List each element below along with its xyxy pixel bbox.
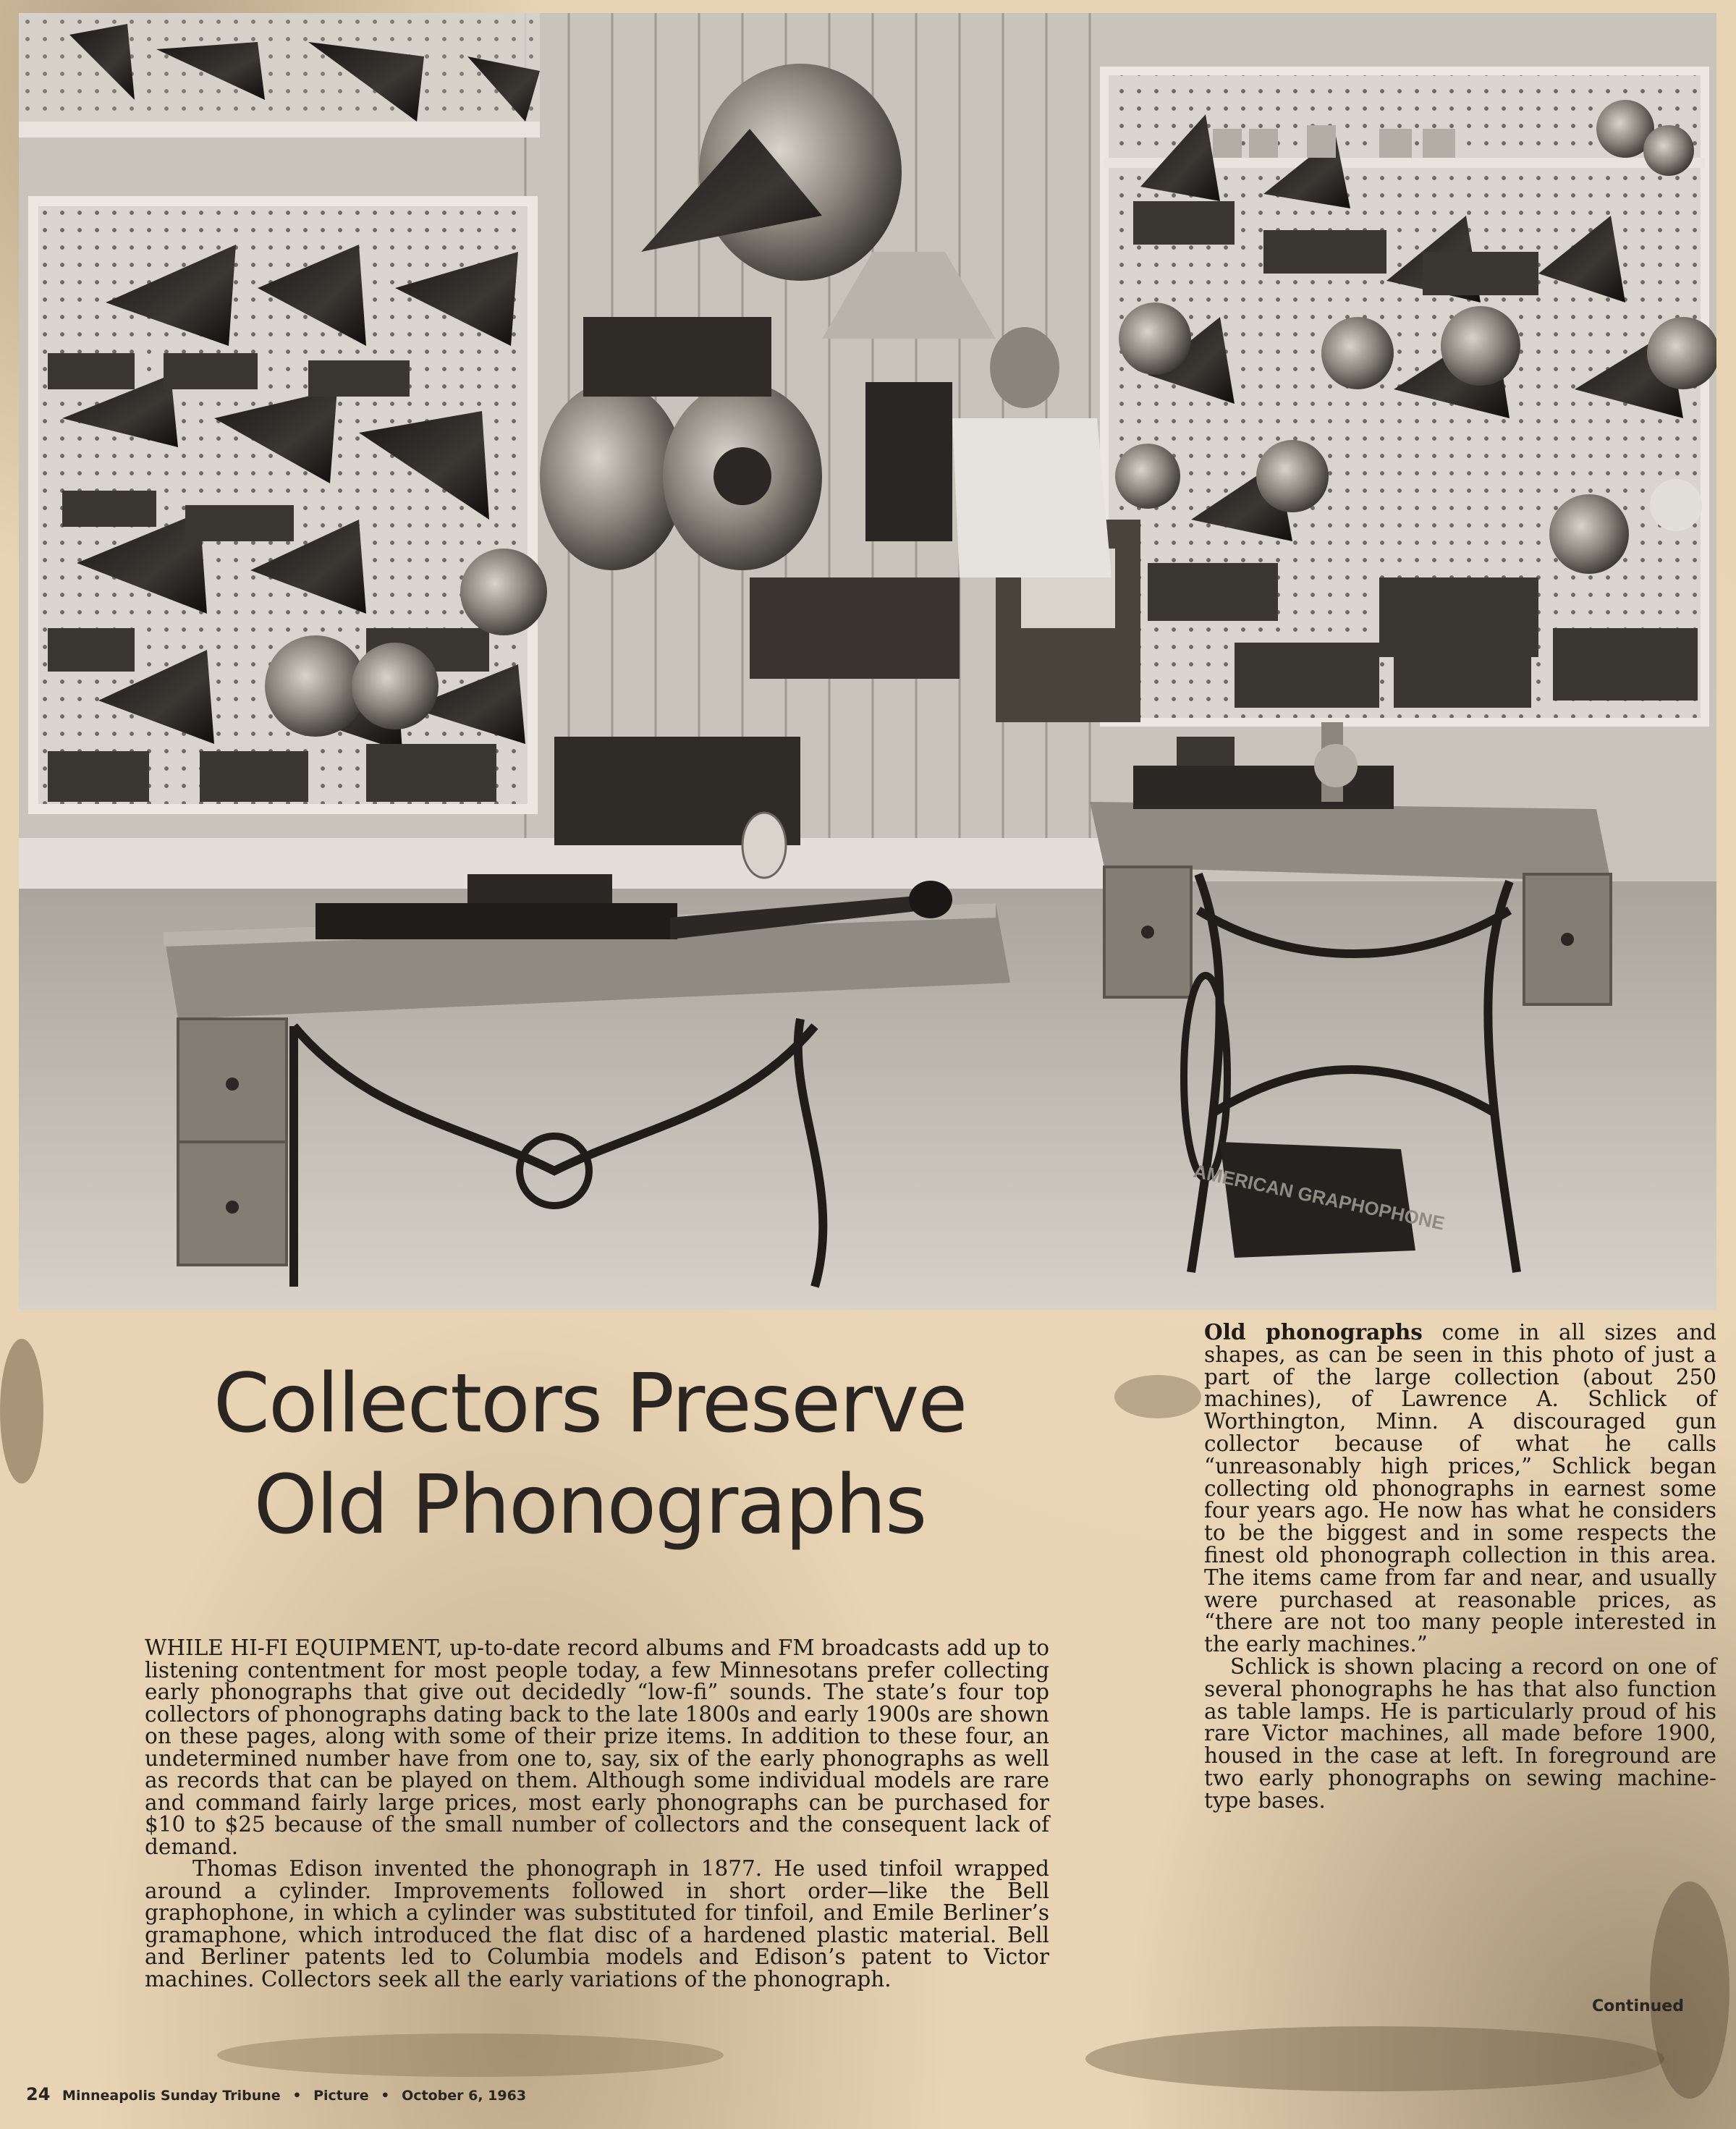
article-headline <box>181 1353 999 1556</box>
page-footer <box>26 2084 526 2104</box>
treadle-plate-text: AMERICAN GRAPHOPHONE <box>1191 1159 1447 1235</box>
bullet-separator: • <box>381 2088 390 2104</box>
section-name: Picture <box>313 2088 369 2104</box>
bullet-separator: • <box>292 2088 302 2104</box>
paper-stain <box>1085 2026 1664 2091</box>
history-paragraph: Thomas Edison invented the phonograph in 1877. He used tinfoil wrapped around a cylinder. Improvements followed in short order—like the Bell graphophone, in which a cylinder was substituted for tinfoil, and Emile Berliner’s gramaphone, which introduced the flat disc of a hardened plastic material. Bell and Berliner patents led to Columbia models and Edison’s patent to Victor machines. Collectors seek all the early variations of the phonograph. <box>145 1856 1049 1992</box>
photo-caption <box>1204 1321 1716 1812</box>
intro-paragraph: WHILE HI-FI EQUIPMENT, up-to-date record albums and FM broadcasts add up to listening contentment for most people today, a few Minnesotans prefer collecting early phonographs that give out decidedly “low-fi” sounds. The state’s four top collectors of phonographs dating back to the late 1800s and early 1900s are shown on these pages, along with some of their prize items. In addition to these four, an undetermined number have from one to, say, six of the early phonographs as well as records that can be played on them. Although some individual models are rare and command fairly large prices, most early phonographs can be purchased for $10 to $25 because of the small number of collectors and the consequent lack of demand. <box>145 1635 1049 1859</box>
caption-text: come in all sizes and shapes, as can be seen in this photo of just a part of the large collection (about 250 machines), of Lawrence A. Schlick of Worthington, Minn. A discouraged gun collector because of what he calls “unreasonably high prices,” Schlick began collecting old phonographs in earnest some four years ago. He now has what he considers to be the biggest and in some respects the finest old phonograph collection in this area. The items came from far and near, and usually were purchased at reasonable prices, as “there are not too many people interested in the early machines.” <box>1204 1320 1716 1657</box>
page-number: 24 <box>26 2084 51 2104</box>
article-body <box>145 1637 1049 1990</box>
paper-stain <box>0 1339 43 1483</box>
headline-line-1: Collectors Preserve <box>213 1357 967 1451</box>
caption-paragraph-1 <box>1204 1321 1716 1656</box>
headline-line-2: Old Phonographs <box>253 1458 926 1552</box>
publication-date: October 6, 1963 <box>402 2088 527 2104</box>
phonograph-collection-photo <box>19 13 1716 1310</box>
paper-stain <box>1650 1882 1729 2099</box>
publication-name: Minneapolis Sunday Tribune <box>62 2088 281 2104</box>
paper-stain <box>217 2033 724 2077</box>
caption-paragraph-2: Schlick is shown placing a record on one of several phonographs he has that also function as table lamps. He is particularly proud of his rare Victor machines, all made before 1900, housed in the case at left. In foreground are two early phonographs on sewing machine-type bases. <box>1204 1654 1716 1813</box>
continued-label: Continued <box>1592 1997 1684 2015</box>
paper-stain <box>1114 1375 1201 1418</box>
caption-lead: Old phonographs <box>1204 1319 1423 1345</box>
